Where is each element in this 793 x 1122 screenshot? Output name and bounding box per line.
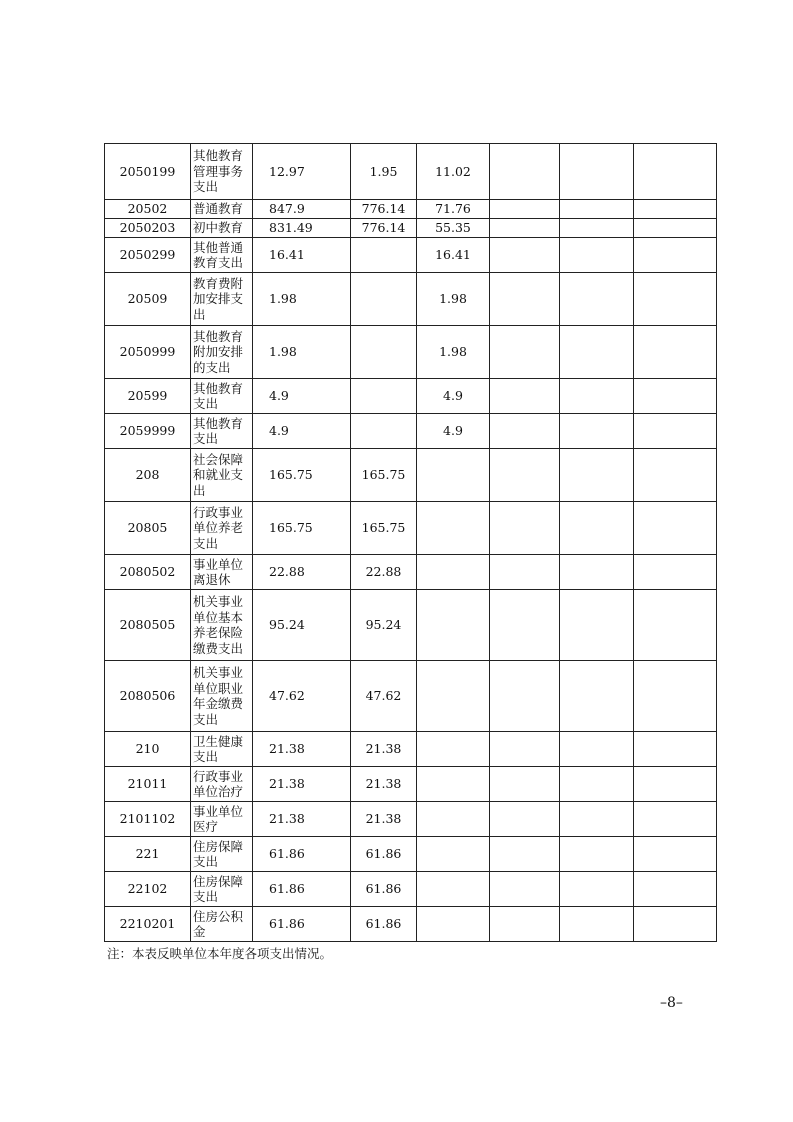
table-row <box>105 414 717 449</box>
project-expenditure-cell: 16.41 <box>417 238 490 273</box>
column-7-cell <box>560 661 634 732</box>
project-expenditure-cell <box>417 590 490 661</box>
subject-code-cell: 208 <box>105 449 191 502</box>
expenditure-table <box>104 143 717 942</box>
column-6-cell <box>490 837 560 872</box>
basic-expenditure-cell: 47.62 <box>351 661 417 732</box>
total-amount-cell: 4.9 <box>253 379 351 414</box>
subject-name-cell: 住房保障 支出 <box>191 872 253 907</box>
basic-expenditure-cell: 165.75 <box>351 502 417 555</box>
subject-name-cell: 住房保障 支出 <box>191 837 253 872</box>
total-amount-cell: 61.86 <box>253 837 351 872</box>
column-6-cell <box>490 872 560 907</box>
subject-code-cell: 20599 <box>105 379 191 414</box>
total-amount-cell: 21.38 <box>253 732 351 767</box>
subject-code-cell: 21011 <box>105 767 191 802</box>
total-amount-cell: 165.75 <box>253 502 351 555</box>
column-6-cell <box>490 219 560 238</box>
total-amount-cell: 61.86 <box>253 872 351 907</box>
subject-name-cell: 机关事业 单位职业 年金缴费 支出 <box>191 661 253 732</box>
subject-code-cell: 22102 <box>105 872 191 907</box>
project-expenditure-cell <box>417 837 490 872</box>
basic-expenditure-cell: 22.88 <box>351 555 417 590</box>
column-7-cell <box>560 449 634 502</box>
subject-code-cell: 2050999 <box>105 326 191 379</box>
table-row <box>105 326 717 379</box>
project-expenditure-cell: 4.9 <box>417 414 490 449</box>
table-row <box>105 732 717 767</box>
basic-expenditure-cell: 21.38 <box>351 732 417 767</box>
column-7-cell <box>560 414 634 449</box>
project-expenditure-cell: 55.35 <box>417 219 490 238</box>
column-6-cell <box>490 590 560 661</box>
total-amount-cell: 61.86 <box>253 907 351 942</box>
column-8-cell <box>634 767 717 802</box>
table-row <box>105 555 717 590</box>
project-expenditure-cell: 4.9 <box>417 379 490 414</box>
basic-expenditure-cell: 776.14 <box>351 219 417 238</box>
table-row <box>105 144 717 200</box>
total-amount-cell: 4.9 <box>253 414 351 449</box>
table-body <box>105 144 717 942</box>
subject-code-cell: 210 <box>105 732 191 767</box>
subject-name-cell: 机关事业 单位基本 养老保险 缴费支出 <box>191 590 253 661</box>
subject-name-cell: 事业单位 离退休 <box>191 555 253 590</box>
subject-name-cell: 行政事业 单位养老 支出 <box>191 502 253 555</box>
subject-name-cell: 其他教育 支出 <box>191 414 253 449</box>
table-row <box>105 802 717 837</box>
basic-expenditure-cell <box>351 379 417 414</box>
subject-name-cell: 社会保障 和就业支 出 <box>191 449 253 502</box>
total-amount-cell: 1.98 <box>253 273 351 326</box>
basic-expenditure-cell: 61.86 <box>351 837 417 872</box>
total-amount-cell: 12.97 <box>253 144 351 200</box>
subject-name-cell: 住房公积 金 <box>191 907 253 942</box>
project-expenditure-cell <box>417 502 490 555</box>
project-expenditure-cell: 1.98 <box>417 273 490 326</box>
basic-expenditure-cell: 165.75 <box>351 449 417 502</box>
basic-expenditure-cell <box>351 238 417 273</box>
subject-code-cell: 2080502 <box>105 555 191 590</box>
column-7-cell <box>560 379 634 414</box>
basic-expenditure-cell: 1.95 <box>351 144 417 200</box>
basic-expenditure-cell <box>351 414 417 449</box>
column-7-cell <box>560 555 634 590</box>
total-amount-cell: 16.41 <box>253 238 351 273</box>
project-expenditure-cell <box>417 802 490 837</box>
column-8-cell <box>634 837 717 872</box>
total-amount-cell: 165.75 <box>253 449 351 502</box>
column-7-cell <box>560 219 634 238</box>
subject-name-cell: 教育费附 加安排支 出 <box>191 273 253 326</box>
column-7-cell <box>560 837 634 872</box>
table-row <box>105 907 717 942</box>
subject-code-cell: 2101102 <box>105 802 191 837</box>
column-8-cell <box>634 414 717 449</box>
table-row <box>105 200 717 219</box>
column-6-cell <box>490 767 560 802</box>
column-8-cell <box>634 379 717 414</box>
column-7-cell <box>560 273 634 326</box>
table-row <box>105 273 717 326</box>
total-amount-cell: 21.38 <box>253 767 351 802</box>
column-7-cell <box>560 238 634 273</box>
page-number: –8– <box>660 995 683 1011</box>
subject-code-cell: 20509 <box>105 273 191 326</box>
column-7-cell <box>560 732 634 767</box>
subject-name-cell: 初中教育 <box>191 219 253 238</box>
subject-code-cell: 20805 <box>105 502 191 555</box>
project-expenditure-cell <box>417 767 490 802</box>
subject-name-cell: 其他教育 支出 <box>191 379 253 414</box>
subject-name-cell: 事业单位 医疗 <box>191 802 253 837</box>
subject-code-cell: 2050299 <box>105 238 191 273</box>
column-8-cell <box>634 502 717 555</box>
column-8-cell <box>634 238 717 273</box>
table-row <box>105 219 717 238</box>
column-6-cell <box>490 802 560 837</box>
column-7-cell <box>560 200 634 219</box>
column-6-cell <box>490 661 560 732</box>
column-6-cell <box>490 200 560 219</box>
total-amount-cell: 95.24 <box>253 590 351 661</box>
column-8-cell <box>634 273 717 326</box>
project-expenditure-cell <box>417 449 490 502</box>
column-6-cell <box>490 555 560 590</box>
column-8-cell <box>634 661 717 732</box>
column-7-cell <box>560 590 634 661</box>
project-expenditure-cell: 71.76 <box>417 200 490 219</box>
column-8-cell <box>634 732 717 767</box>
column-6-cell <box>490 238 560 273</box>
subject-name-cell: 卫生健康 支出 <box>191 732 253 767</box>
subject-name-cell: 其他普通 教育支出 <box>191 238 253 273</box>
subject-code-cell: 20502 <box>105 200 191 219</box>
project-expenditure-cell <box>417 907 490 942</box>
table-row <box>105 872 717 907</box>
column-8-cell <box>634 802 717 837</box>
subject-code-cell: 2210201 <box>105 907 191 942</box>
column-6-cell <box>490 326 560 379</box>
column-8-cell <box>634 219 717 238</box>
subject-code-cell: 2050203 <box>105 219 191 238</box>
subject-code-cell: 2059999 <box>105 414 191 449</box>
project-expenditure-cell <box>417 732 490 767</box>
basic-expenditure-cell <box>351 326 417 379</box>
column-6-cell <box>490 907 560 942</box>
subject-name-cell: 行政事业 单位治疗 <box>191 767 253 802</box>
column-8-cell <box>634 144 717 200</box>
subject-name-cell: 其他教育 附加安排 的支出 <box>191 326 253 379</box>
project-expenditure-cell <box>417 872 490 907</box>
subject-code-cell: 221 <box>105 837 191 872</box>
table-row <box>105 590 717 661</box>
table-footnote: 注：本表反映单位本年度各项支出情况。 <box>107 946 333 961</box>
basic-expenditure-cell: 21.38 <box>351 767 417 802</box>
column-6-cell <box>490 502 560 555</box>
basic-expenditure-cell: 21.38 <box>351 802 417 837</box>
total-amount-cell: 831.49 <box>253 219 351 238</box>
column-6-cell <box>490 144 560 200</box>
project-expenditure-cell <box>417 555 490 590</box>
table-row <box>105 502 717 555</box>
column-8-cell <box>634 590 717 661</box>
column-8-cell <box>634 872 717 907</box>
table-row <box>105 238 717 273</box>
table-row <box>105 449 717 502</box>
column-8-cell <box>634 200 717 219</box>
column-6-cell <box>490 449 560 502</box>
subject-code-cell: 2080506 <box>105 661 191 732</box>
column-8-cell <box>634 555 717 590</box>
subject-name-cell: 普通教育 <box>191 200 253 219</box>
column-8-cell <box>634 907 717 942</box>
table-row <box>105 767 717 802</box>
column-6-cell <box>490 379 560 414</box>
column-7-cell <box>560 872 634 907</box>
basic-expenditure-cell <box>351 273 417 326</box>
column-7-cell <box>560 326 634 379</box>
column-7-cell <box>560 907 634 942</box>
column-6-cell <box>490 414 560 449</box>
subject-code-cell: 2050199 <box>105 144 191 200</box>
column-8-cell <box>634 449 717 502</box>
subject-name-cell: 其他教育 管理事务 支出 <box>191 144 253 200</box>
table-row <box>105 379 717 414</box>
table-row <box>105 837 717 872</box>
column-7-cell <box>560 767 634 802</box>
basic-expenditure-cell: 61.86 <box>351 872 417 907</box>
basic-expenditure-cell: 776.14 <box>351 200 417 219</box>
column-7-cell <box>560 502 634 555</box>
table-row <box>105 661 717 732</box>
total-amount-cell: 847.9 <box>253 200 351 219</box>
total-amount-cell: 21.38 <box>253 802 351 837</box>
column-7-cell <box>560 802 634 837</box>
basic-expenditure-cell: 61.86 <box>351 907 417 942</box>
column-6-cell <box>490 273 560 326</box>
column-7-cell <box>560 144 634 200</box>
basic-expenditure-cell: 95.24 <box>351 590 417 661</box>
project-expenditure-cell <box>417 661 490 732</box>
subject-code-cell: 2080505 <box>105 590 191 661</box>
project-expenditure-cell: 1.98 <box>417 326 490 379</box>
column-8-cell <box>634 326 717 379</box>
total-amount-cell: 1.98 <box>253 326 351 379</box>
total-amount-cell: 22.88 <box>253 555 351 590</box>
column-6-cell <box>490 732 560 767</box>
project-expenditure-cell: 11.02 <box>417 144 490 200</box>
total-amount-cell: 47.62 <box>253 661 351 732</box>
